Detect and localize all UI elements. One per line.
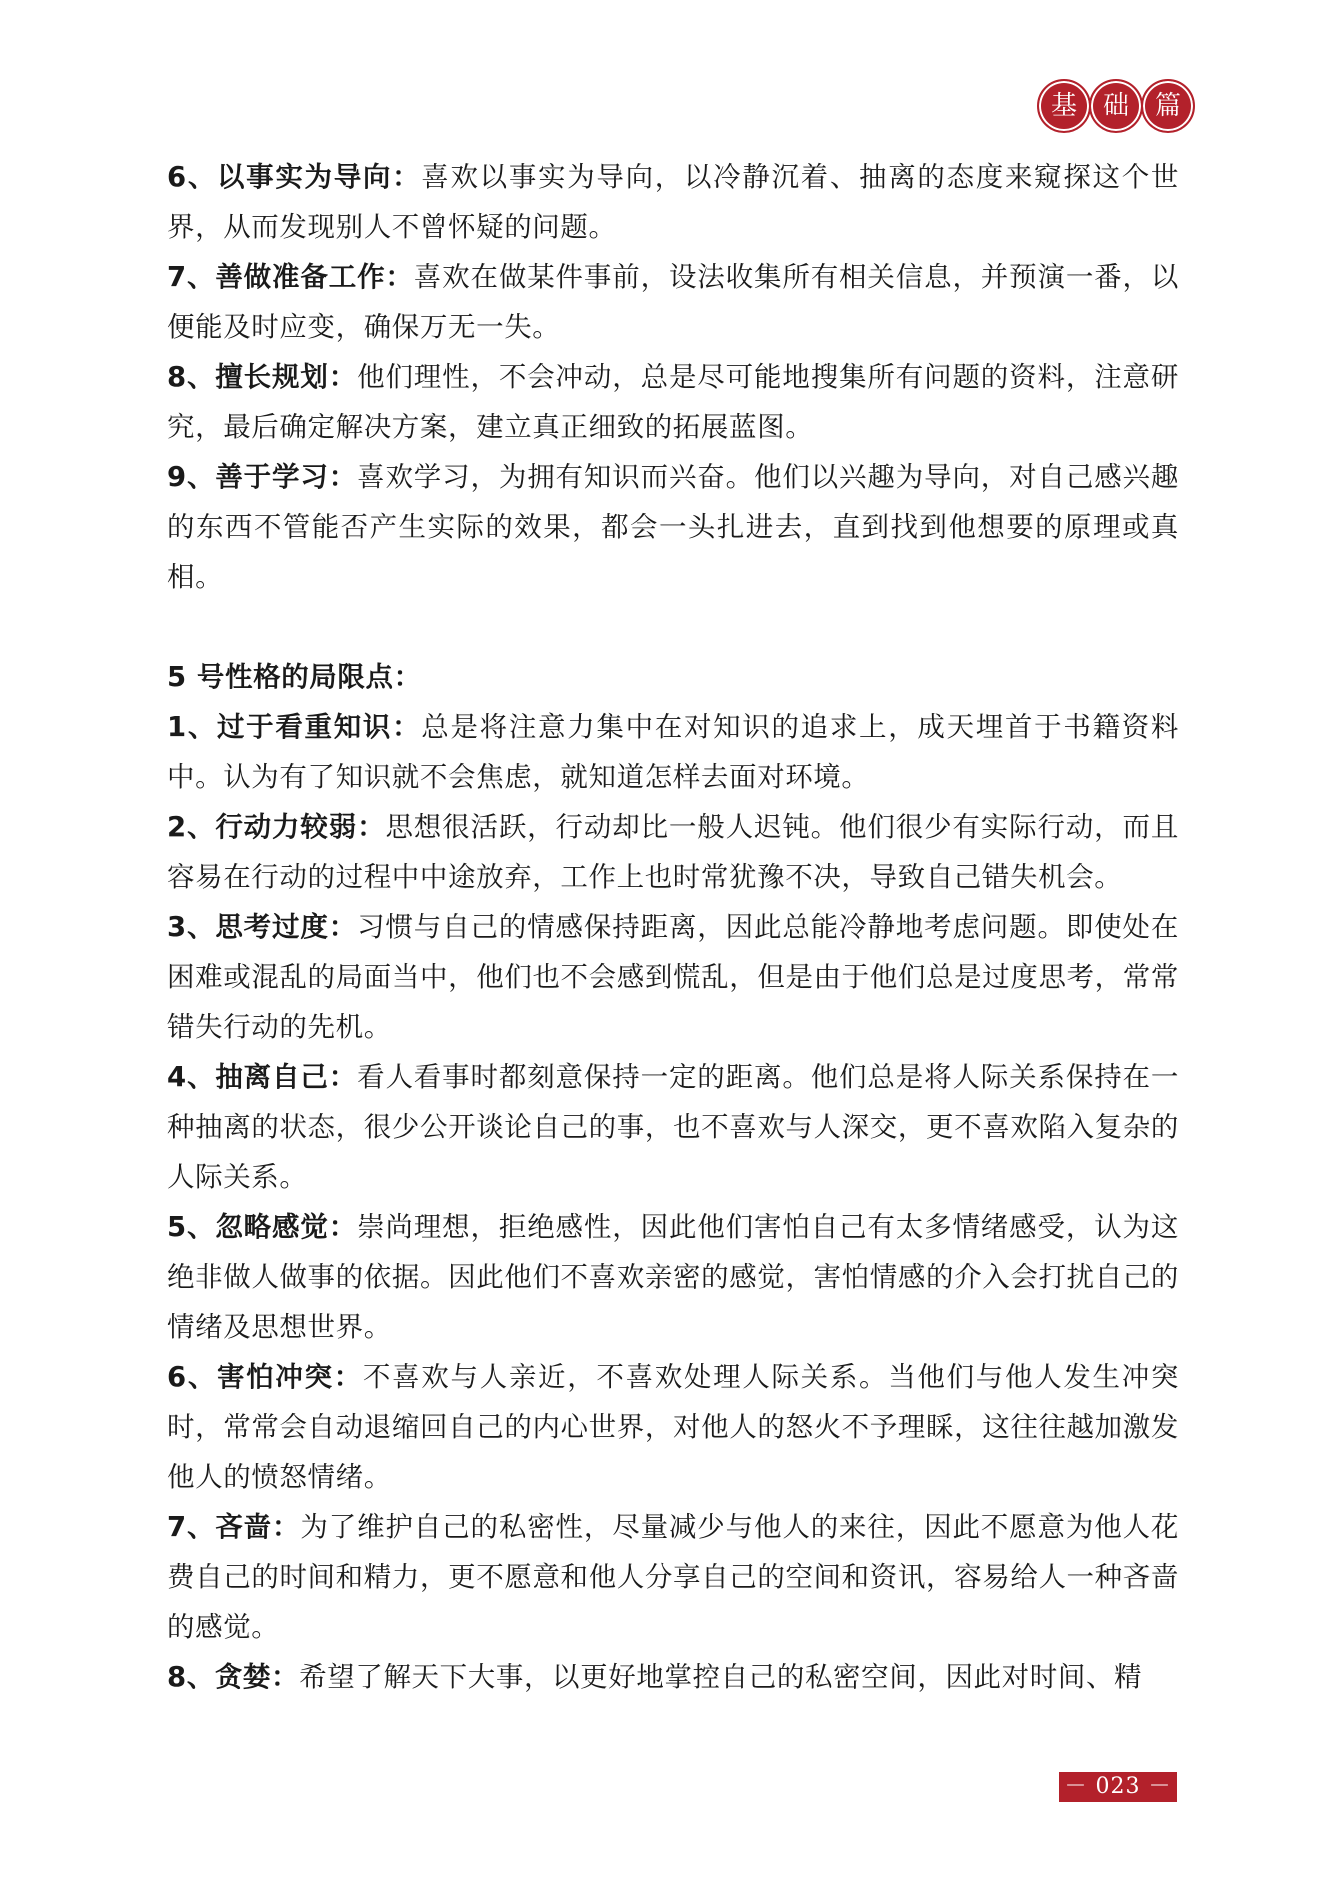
paragraph-lead: 8、擅长规划：: [167, 361, 358, 393]
paragraph-lead: 2、行动力较弱：: [167, 811, 386, 843]
paragraph: [167, 1652, 1179, 1702]
paragraph: [167, 1352, 1179, 1502]
section-badge-2: 础: [1089, 79, 1143, 133]
paragraph: [167, 702, 1179, 802]
paragraph-text: 总是将注意力集中在对知识的追求上，成天埋首于书籍资料中。认为有了知识就不会焦虑，就知道怎样去面对环境。: [167, 711, 1179, 793]
paragraph-text: 为了维护自己的私密性，尽量减少与他人的来往，因此不愿意为他人花费自己的时间和精力，更不愿意和他人分享自己的空间和资讯，容易给人一种吝啬的感觉。: [167, 1511, 1179, 1643]
paragraph-lead: 5、忽略感觉：: [167, 1211, 358, 1243]
paragraph: [167, 252, 1179, 352]
paragraph-text: 看人看事时都刻意保持一定的距离。他们总是将人际关系保持在一种抽离的状态，很少公开谈论自己的事，也不喜欢与人深交，更不喜欢陷入复杂的人际关系。: [167, 1061, 1179, 1193]
paragraph-text: 希望了解天下大事，以更好地掌控自己的私密空间，因此对时间、精: [299, 1661, 1143, 1693]
paragraph: [167, 1052, 1179, 1202]
paragraph-lead: 7、吝啬：: [167, 1511, 301, 1543]
paragraph: [167, 1202, 1179, 1352]
section-badge-group: [1037, 79, 1193, 133]
paragraph-lead: 6、害怕冲突：: [167, 1361, 363, 1393]
section-heading: 5 号性格的局限点：: [167, 661, 422, 693]
paragraph-text: 不喜欢与人亲近，不喜欢处理人际关系。当他们与他人发生冲突时，常常会自动退缩回自己的内心世界，对他人的怒火不予理睬，这往往越加激发他人的愤怒情绪。: [167, 1361, 1179, 1493]
paragraph: [167, 1502, 1179, 1652]
paragraph-lead: 6、以事实为导向：: [167, 161, 422, 193]
page-number: － 023 －: [1059, 1772, 1177, 1802]
paragraph-text: 喜欢在做某件事前，设法收集所有相关信息，并预演一番，以便能及时应变，确保万无一失。: [167, 261, 1179, 343]
paragraph-lead: 8、贪婪：: [167, 1661, 300, 1693]
paragraph: [167, 352, 1179, 452]
section-badge-1: 基: [1037, 79, 1091, 133]
paragraph-lead: 4、抽离自己：: [167, 1061, 358, 1093]
paragraph: [167, 152, 1179, 252]
paragraph-lead: 7、善做准备工作：: [167, 261, 414, 293]
section-badge-3: 篇: [1141, 79, 1195, 133]
paragraph-text: 崇尚理想，拒绝感性，因此他们害怕自己有太多情绪感受，认为这绝非做人做事的依据。因此他们不喜欢亲密的感觉，害怕情感的介入会打扰自己的情绪及思想世界。: [167, 1211, 1179, 1343]
paragraph-lead: 3、思考过度：: [167, 911, 358, 943]
page-content: [167, 152, 1179, 1702]
paragraph: [167, 902, 1179, 1052]
paragraph-lead: 1、过于看重知识：: [167, 711, 422, 743]
paragraph-lead: 9、善于学习：: [167, 461, 358, 493]
paragraph-text: 思想很活跃，行动却比一般人迟钝。他们很少有实际行动，而且容易在行动的过程中中途放弃，工作上也时常犹豫不决，导致自己错失机会。: [167, 811, 1179, 893]
paragraph-text: 习惯与自己的情感保持距离，因此总能冷静地考虑问题。即使处在困难或混乱的局面当中，他们也不会感到慌乱，但是由于他们总是过度思考，常常错失行动的先机。: [167, 911, 1179, 1043]
paragraph-text: 他们理性，不会冲动，总是尽可能地搜集所有问题的资料，注意研究，最后确定解决方案，建立真正细致的拓展蓝图。: [167, 361, 1179, 443]
paragraph: [167, 802, 1179, 902]
paragraph-text: 喜欢学习，为拥有知识而兴奋。他们以兴趣为导向，对自己感兴趣的东西不管能否产生实际的效果，都会一头扎进去，直到找到他想要的原理或真相。: [167, 461, 1179, 593]
paragraph: [167, 452, 1179, 602]
paragraph-text: 喜欢以事实为导向，以冷静沉着、抽离的态度来窥探这个世界，从而发现别人不曾怀疑的问题。: [167, 161, 1179, 243]
